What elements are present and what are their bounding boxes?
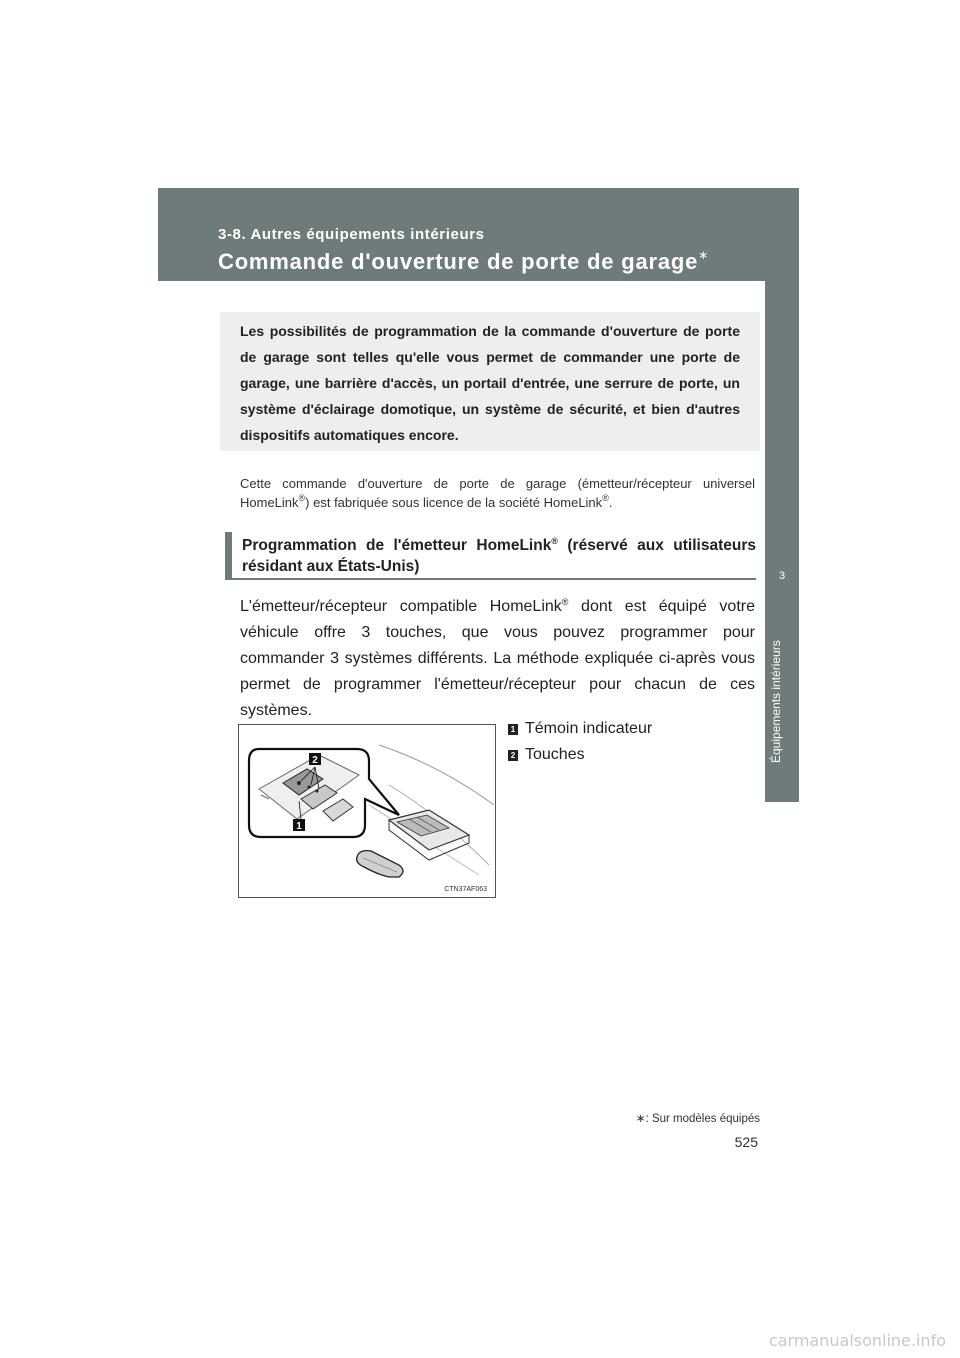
title-asterisk: ∗ bbox=[698, 248, 710, 262]
homelink-figure bbox=[238, 724, 496, 898]
chapter-side-tab[interactable] bbox=[765, 280, 799, 802]
intro-text: Les possibilités de programmation de la commande d'ouverture de porte de garage sont telles qu'elle vous permet de commander une porte de garage, une barrière d'accès, un portail d'entrée, une serrure de porte, un système d'éclairage domotique, un système de sécurité, et bien d'autres dispositifs automatiques encore. bbox=[240, 323, 740, 443]
subheading-part2: (réservé aux utilisateurs résidant aux États-Unis) bbox=[242, 537, 756, 575]
page-title bbox=[218, 248, 709, 275]
subheading bbox=[225, 532, 756, 580]
watermark[interactable]: carmanualsonline.info bbox=[768, 1331, 946, 1350]
legend-item bbox=[508, 720, 652, 738]
legend-item bbox=[508, 746, 585, 764]
registered-mark: ® bbox=[561, 597, 569, 607]
legend-badge: 2 bbox=[508, 750, 518, 761]
legend-badge: 1 bbox=[508, 724, 518, 735]
license-text bbox=[240, 474, 755, 512]
paragraph-part1: L'émetteur/récepteur compatible HomeLink bbox=[240, 598, 562, 615]
page-number: 525 bbox=[734, 1134, 758, 1150]
intro-box bbox=[220, 312, 760, 451]
callout-label-1: 1 bbox=[296, 821, 302, 832]
footnote-text: : Sur modèles équipés bbox=[645, 1113, 760, 1125]
legend-label: Témoin indicateur bbox=[525, 720, 653, 737]
registered-mark: ® bbox=[551, 536, 558, 546]
footnote-asterisk: ∗ bbox=[635, 1113, 646, 1125]
subheading-part1: Programmation de l'émetteur HomeLink bbox=[242, 537, 552, 554]
footnote bbox=[636, 1111, 760, 1125]
license-text-part3: . bbox=[608, 495, 613, 510]
figure-code: CTN37AF063 bbox=[444, 886, 487, 893]
chapter-number: 3 bbox=[778, 570, 786, 582]
page-title-text: Commande d'ouverture de porte de garage bbox=[218, 249, 699, 274]
chapter-label: Équipements intérieurs bbox=[769, 640, 783, 764]
registered-mark: ® bbox=[602, 493, 609, 503]
overhead-console-illustration bbox=[239, 725, 496, 898]
paragraph-part2: dont est équipé votre véhicule offre 3 touches, que vous pouvez programmer pour commander 3 systèmes différents. La méthode expliquée ci-après vous permet de programmer l'émetteur/récepteur pour chacun de ces systèmes. bbox=[240, 598, 755, 719]
registered-mark: ® bbox=[298, 493, 306, 503]
callout-label-2: 2 bbox=[312, 755, 318, 766]
license-text-part2: ) est fabriquée sous licence de la société HomeLink bbox=[305, 495, 603, 510]
programming-paragraph bbox=[240, 594, 755, 724]
license-text-part1: Cette commande d'ouverture de porte de garage (émetteur/récepteur universel HomeLink bbox=[240, 476, 755, 510]
section-label: 3-8. Autres équipements intérieurs bbox=[218, 226, 485, 243]
legend-label: Touches bbox=[525, 746, 585, 763]
